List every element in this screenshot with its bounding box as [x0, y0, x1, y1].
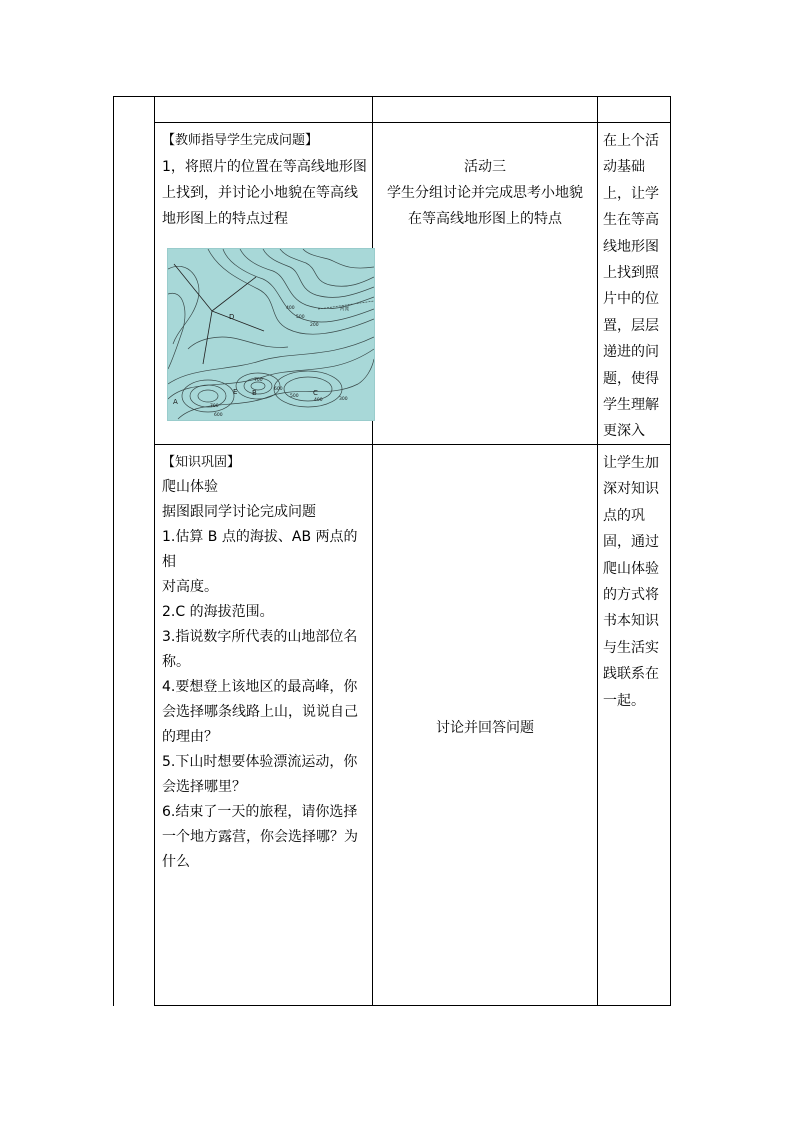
map-label-700a: 700 [210, 404, 219, 409]
design-note-line: 一起。 [603, 692, 645, 709]
design-note-line: 深对知识 [603, 481, 659, 498]
row1-middle-cell [373, 154, 597, 232]
row2-left-cell [162, 450, 367, 875]
map-label-b: B [252, 389, 257, 397]
map-label-a: A [173, 398, 178, 406]
map-label-e: E [233, 388, 238, 396]
design-note-line: 让学生加 [603, 455, 659, 471]
question-line: 2.C 的海拔范围。 [162, 604, 274, 620]
row-line-bottom [154, 1005, 671, 1006]
activity-line: 学生分组讨论并完成思考小地貌 [387, 185, 583, 201]
row1-left-line: 地形图上的特点过程 [162, 211, 288, 227]
map-label-200: 200 [310, 323, 319, 328]
outer-left-line [113, 96, 114, 1006]
map-label-600b: 600 [274, 387, 283, 392]
design-note-line: 题，使得 [603, 370, 659, 387]
row-line-1 [154, 122, 671, 123]
row-line-2 [154, 444, 671, 445]
map-label-d: D [229, 313, 235, 321]
map-label-300: 300 [339, 397, 348, 402]
map-label-400b: 400 [314, 398, 323, 403]
map-label-700b: 700 [254, 378, 263, 383]
design-note-line: 上找到照 [603, 265, 659, 282]
row1-heading: 【教师指导学生完成问题】 [162, 133, 319, 148]
col-line-2 [372, 96, 373, 1006]
question-line: 会选择哪里？ [162, 779, 246, 795]
row-line-top [113, 96, 671, 97]
design-note-line: 片中的位 [603, 291, 659, 308]
design-note-line: 的方式将 [603, 587, 659, 604]
question-line: 对高度。 [162, 579, 218, 595]
row1-right-cell [603, 128, 669, 445]
map-label-600a: 600 [214, 413, 223, 418]
question-line: 什么 [162, 854, 190, 870]
design-note-line: 点的巩 [603, 507, 645, 524]
question-line: 一个地方露营，你会选择哪？为 [162, 829, 358, 845]
design-note-line: 固，通过 [603, 534, 659, 551]
question-line: 6.结束了一天的旅程，请你选择 [162, 804, 358, 820]
activity-title: 活动三 [464, 159, 506, 175]
question-line: 3.指说数字所代表的山地部位名 [162, 629, 358, 645]
design-note-line: 递进的问 [603, 344, 659, 361]
question-line: 爬山体验 [162, 479, 218, 495]
question-line: 4.要想登上该地区的最高峰，你 [162, 679, 358, 695]
design-note-line: 动基础 [603, 159, 645, 176]
row1-left-cell [162, 128, 367, 232]
contour-map-drawing [168, 249, 374, 420]
row2-middle-cell [373, 715, 597, 741]
activity-line: 在等高线地形图上的特点 [408, 211, 562, 227]
question-line: 的理由？ [162, 729, 218, 745]
design-note-line: 践联系在 [603, 666, 659, 683]
question-line: 1.估算 B 点的海拔、AB 两点的相 [162, 529, 358, 570]
question-line: 称。 [162, 654, 190, 670]
col-line-1 [154, 96, 155, 1006]
design-note-line: 学生理解 [603, 397, 659, 414]
map-label-500b: 500 [290, 394, 299, 399]
student-activity: 讨论并回答问题 [436, 720, 534, 736]
design-note-line: 更深入 [603, 423, 645, 440]
map-label-500: 500 [296, 315, 305, 320]
design-note-line: 书本知识 [603, 613, 659, 630]
question-line: 会选择哪条线路上山，说说自己 [162, 704, 358, 720]
question-line: 据图跟同学讨论完成问题 [162, 504, 316, 520]
design-note-line: 爬山体验 [603, 560, 659, 577]
contour-map [167, 248, 375, 421]
map-label-river: 河流 [340, 307, 349, 312]
row2-heading: 【知识巩固】 [162, 455, 241, 470]
question-line: 5.下山时想要体验漂流运动，你 [162, 754, 358, 770]
row1-left-line: 上找到，并讨论小地貌在等高线 [162, 185, 358, 201]
design-note-line: 线地形图 [603, 238, 659, 255]
map-label-400: 400 [286, 306, 295, 311]
col-line-3 [597, 96, 598, 1006]
row1-left-line: 1，将照片的位置在等高线地形图 [162, 159, 367, 175]
design-note-line: 在上个活 [603, 133, 659, 149]
design-note-line: 上，让学 [603, 185, 659, 202]
design-note-line: 置，层层 [603, 317, 659, 334]
col-line-4 [670, 96, 671, 1006]
design-note-line: 生在等高 [603, 212, 659, 229]
row2-right-cell [603, 450, 669, 714]
map-label-c: C [313, 389, 318, 397]
design-note-line: 与生活实 [603, 639, 659, 656]
